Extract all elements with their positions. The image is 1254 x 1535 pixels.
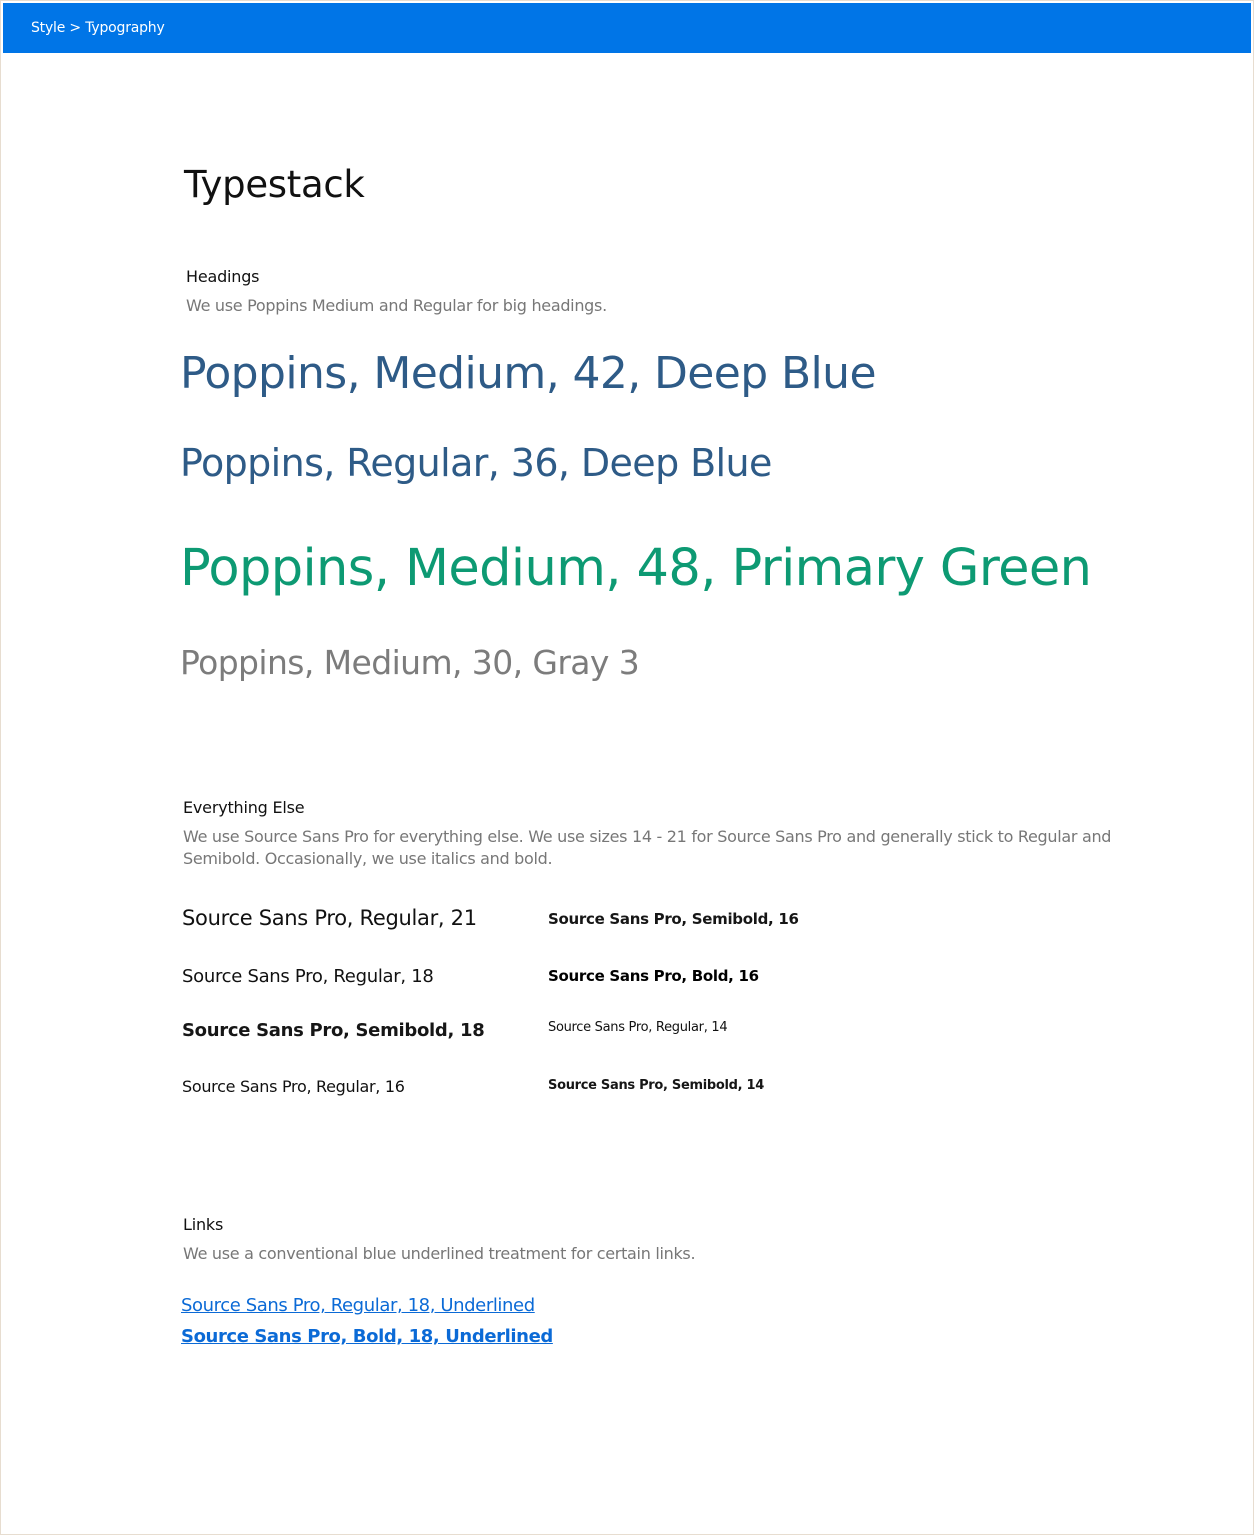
everything-else-description-line-2: Semibold. Occasionally, we use italics and bold. <box>183 849 553 868</box>
headings-section-description: We use Poppins Medium and Regular for big headings. <box>186 296 607 315</box>
everything-else-description-line-1: We use Source Sans Pro for everything else. We use sizes 14 - 21 for Source Sans Pro and generally stick to Regular and <box>183 827 1112 846</box>
body-sample-regular-14: Source Sans Pro, Regular, 14 <box>548 1020 728 1035</box>
body-sample-bold-16: Source Sans Pro, Bold, 16 <box>548 967 759 985</box>
heading-sample-regular-36-deep-blue: Poppins, Regular, 36, Deep Blue <box>180 441 772 485</box>
links-section-title: Links <box>183 1215 224 1234</box>
everything-else-section-title: Everything Else <box>183 798 305 817</box>
link-sample-regular-18-underlined[interactable]: Source Sans Pro, Regular, 18, Underlined <box>181 1295 535 1316</box>
heading-sample-medium-42-deep-blue: Poppins, Medium, 42, Deep Blue <box>180 348 876 399</box>
body-sample-semibold-18: Source Sans Pro, Semibold, 18 <box>182 1020 485 1041</box>
heading-sample-medium-30-gray-3: Poppins, Medium, 30, Gray 3 <box>180 643 640 682</box>
top-bar <box>3 3 1251 53</box>
headings-section-title: Headings <box>186 267 260 286</box>
body-sample-semibold-14: Source Sans Pro, Semibold, 14 <box>548 1078 765 1093</box>
links-section-description: We use a conventional blue underlined treatment for certain links. <box>183 1244 696 1263</box>
link-sample-bold-18-underlined[interactable]: Source Sans Pro, Bold, 18, Underlined <box>181 1326 553 1347</box>
body-sample-regular-21: Source Sans Pro, Regular, 21 <box>182 906 477 930</box>
breadcrumb[interactable]: Style > Typography <box>31 20 165 36</box>
heading-sample-medium-48-primary-green: Poppins, Medium, 48, Primary Green <box>180 539 1092 598</box>
body-sample-semibold-16: Source Sans Pro, Semibold, 16 <box>548 910 799 928</box>
page-title: Typestack <box>184 163 365 206</box>
body-sample-regular-16: Source Sans Pro, Regular, 16 <box>182 1077 405 1096</box>
body-sample-regular-18: Source Sans Pro, Regular, 18 <box>182 966 434 987</box>
